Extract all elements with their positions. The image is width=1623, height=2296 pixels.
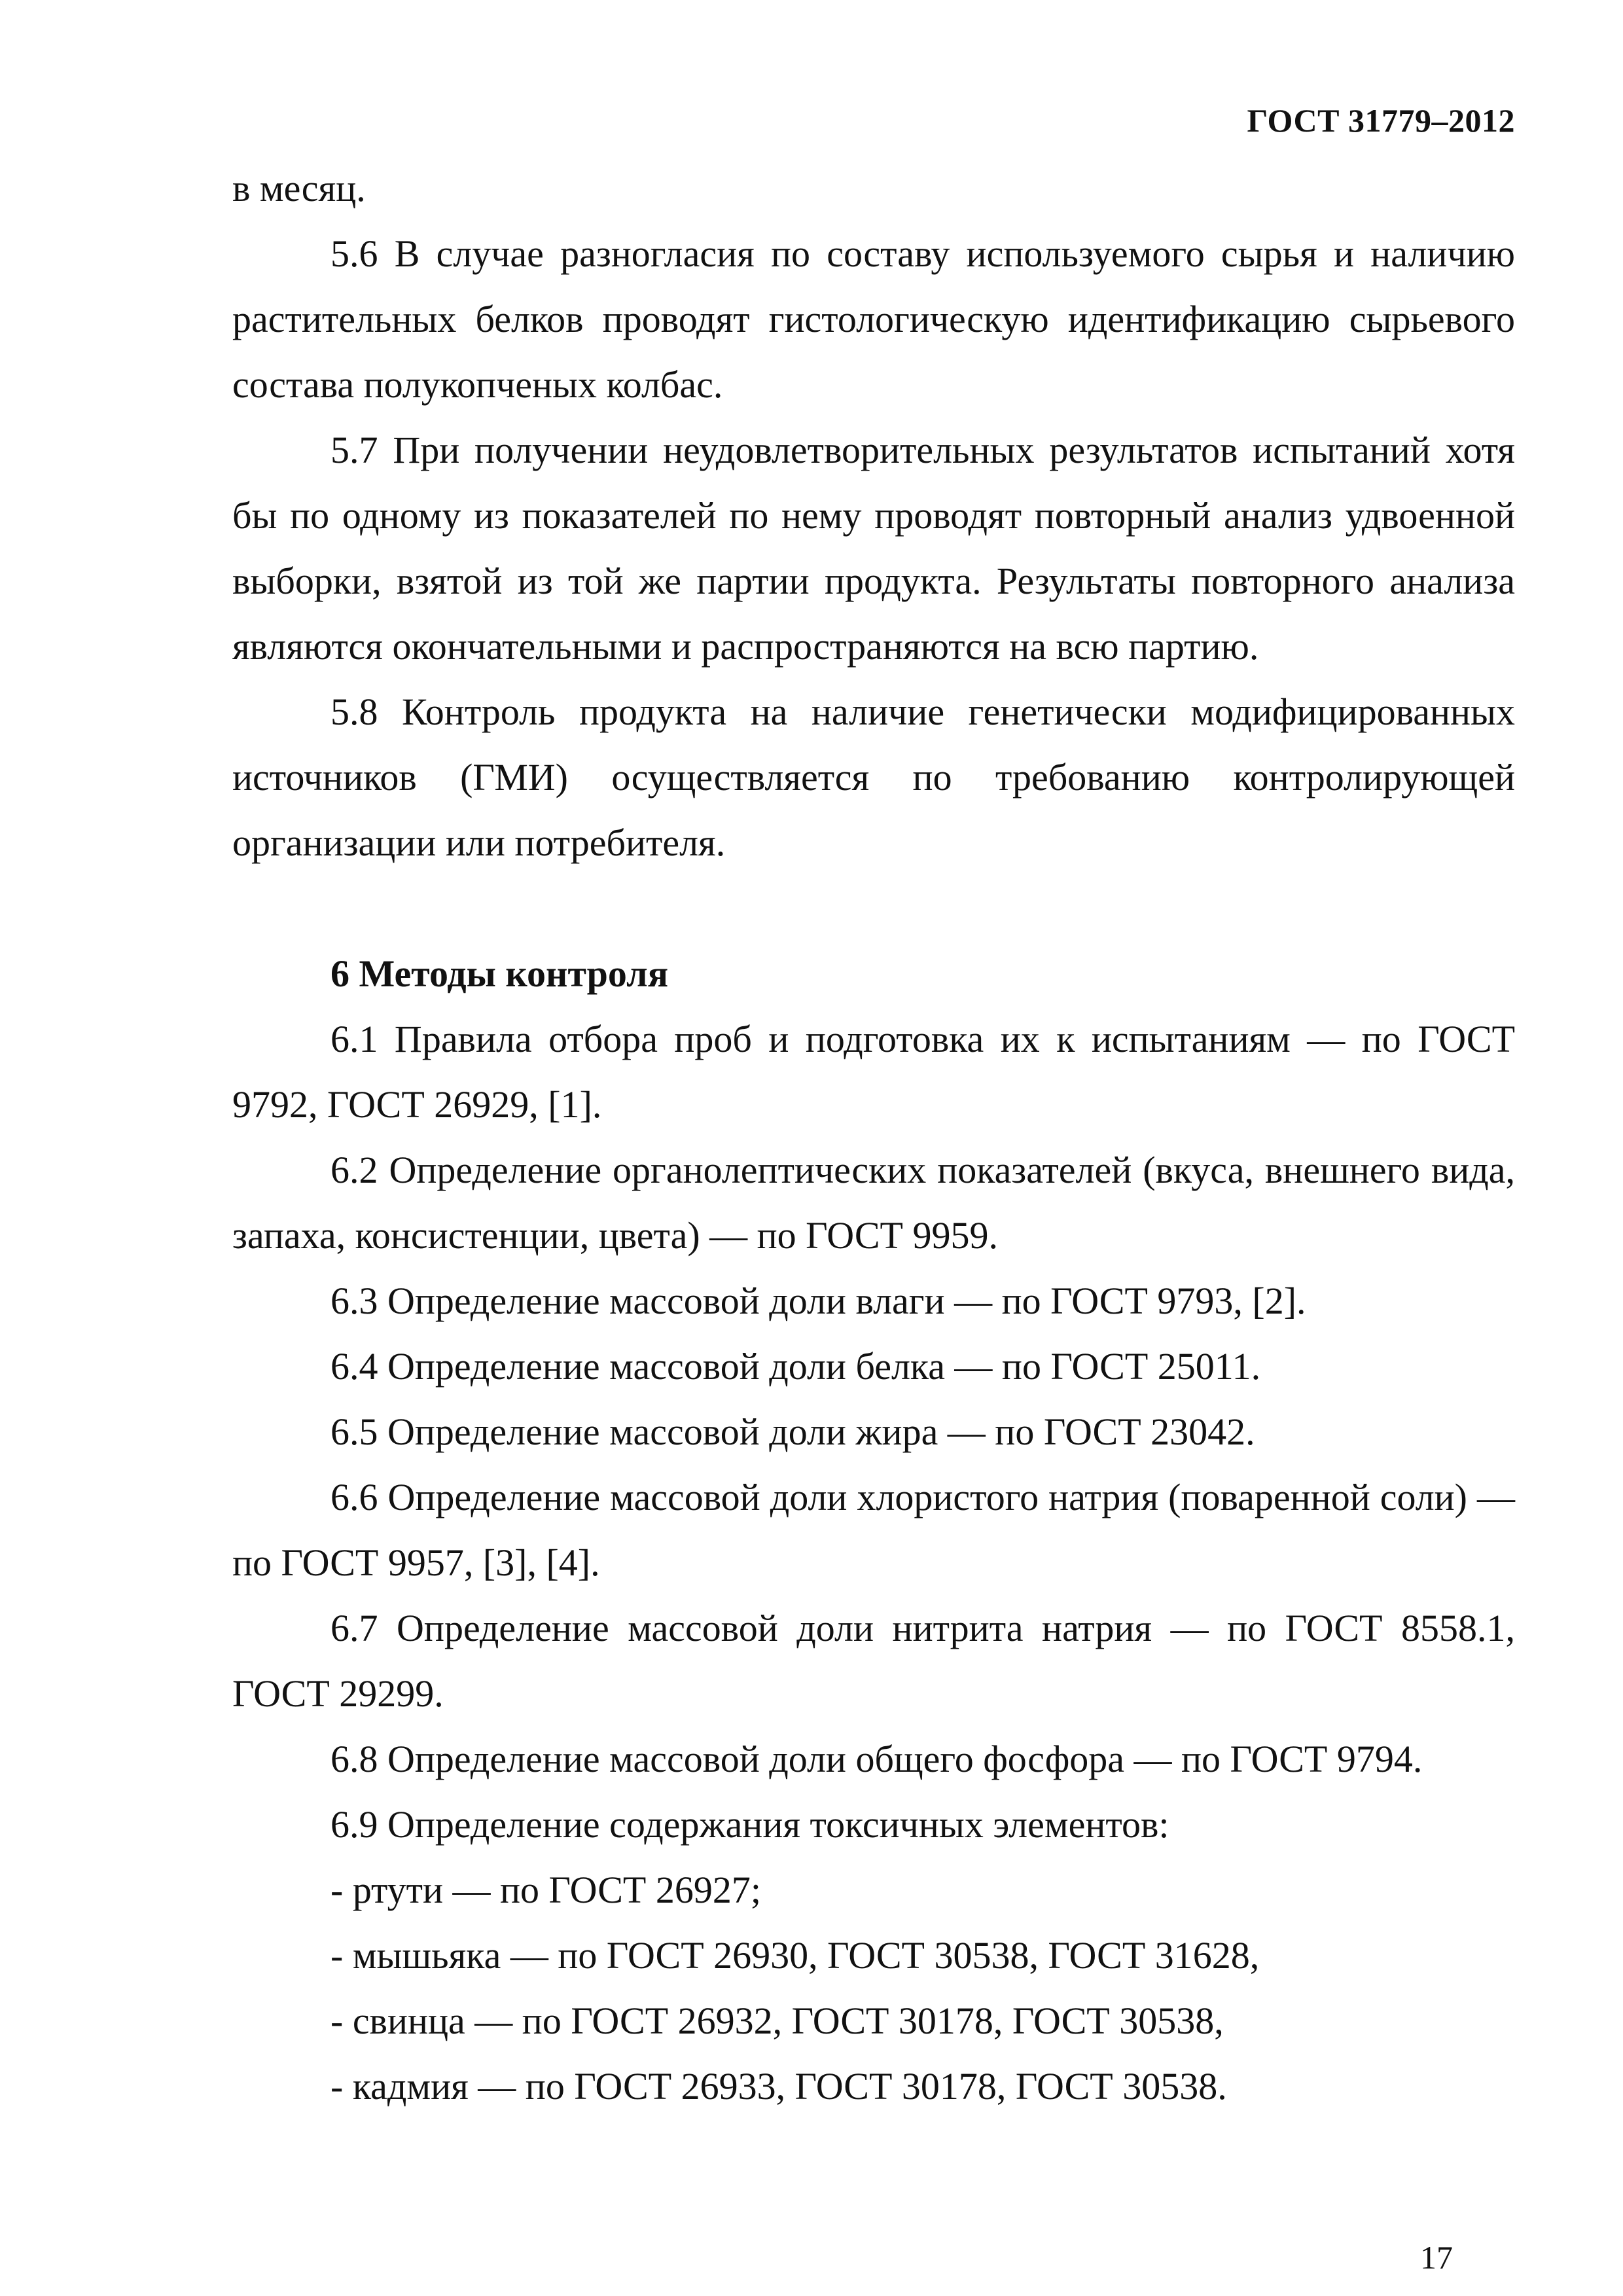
document-body bbox=[232, 156, 1515, 2119]
section-heading-6: 6 Методы контроля bbox=[330, 952, 669, 995]
standard-header: ГОСТ 31779–2012 bbox=[1247, 102, 1515, 139]
paragraph-6-2: 6.2 Определение органолептических показателей (вкуса, внешнего вида, запаха, консистенции, цвета) — по ГОСТ 9959. bbox=[232, 1149, 1515, 1257]
paragraph-6-5: 6.5 Определение массовой доли жира — по ГОСТ 23042. bbox=[330, 1410, 1255, 1453]
page-number: 17 bbox=[1420, 2239, 1453, 2276]
paragraph-continuation: в месяц. bbox=[232, 167, 366, 209]
paragraph-6-4: 6.4 Определение массовой доли белка — по ГОСТ 25011. bbox=[330, 1345, 1261, 1388]
list-item-mercury: - ртути — по ГОСТ 26927; bbox=[330, 1869, 761, 1911]
paragraph-5-8: 5.8 Контроль продукта на наличие генетически модифицированных источников (ГМИ) осуществляется по требованию контролирующей организации или потребителя. bbox=[232, 691, 1515, 864]
list-item-arsenic: - мышьяка — по ГОСТ 26930, ГОСТ 30538, ГОСТ 31628, bbox=[330, 1934, 1260, 1977]
paragraph-6-9: 6.9 Определение содержания токсичных элементов: bbox=[330, 1803, 1169, 1846]
list-item-cadmium: - кадмия — по ГОСТ 26933, ГОСТ 30178, ГОСТ 30538. bbox=[330, 2065, 1227, 2108]
paragraph-5-6: 5.6 В случае разногласия по составу используемого сырья и наличию растительных белков проводят гистологическую идентификацию сырьевого состава полукопченых колбас. bbox=[232, 232, 1515, 406]
paragraph-6-6: 6.6 Определение массовой доли хлористого натрия (поваренной соли) — по ГОСТ 9957, [3], [4]. bbox=[232, 1476, 1515, 1584]
paragraph-6-3: 6.3 Определение массовой доли влаги — по ГОСТ 9793, [2]. bbox=[330, 1280, 1306, 1322]
paragraph-6-1: 6.1 Правила отбора проб и подготовка их к испытаниям — по ГОСТ 9792, ГОСТ 26929, [1]. bbox=[232, 1018, 1515, 1126]
paragraph-6-7: 6.7 Определение массовой доли нитрита натрия — по ГОСТ 8558.1, ГОСТ 29299. bbox=[232, 1607, 1515, 1715]
list-item-lead: - свинца — по ГОСТ 26932, ГОСТ 30178, ГОСТ 30538, bbox=[330, 2000, 1224, 2042]
paragraph-6-8: 6.8 Определение массовой доли общего фосфора — по ГОСТ 9794. bbox=[330, 1738, 1423, 1780]
paragraph-5-7: 5.7 При получении неудовлетворительных результатов испытаний хотя бы по одному из показателей по нему проводят повторный анализ удвоенной выборки, взятой из той же партии продукта. Результаты повторного анализа являются окончательными и распространяются на всю партию. bbox=[232, 429, 1515, 668]
